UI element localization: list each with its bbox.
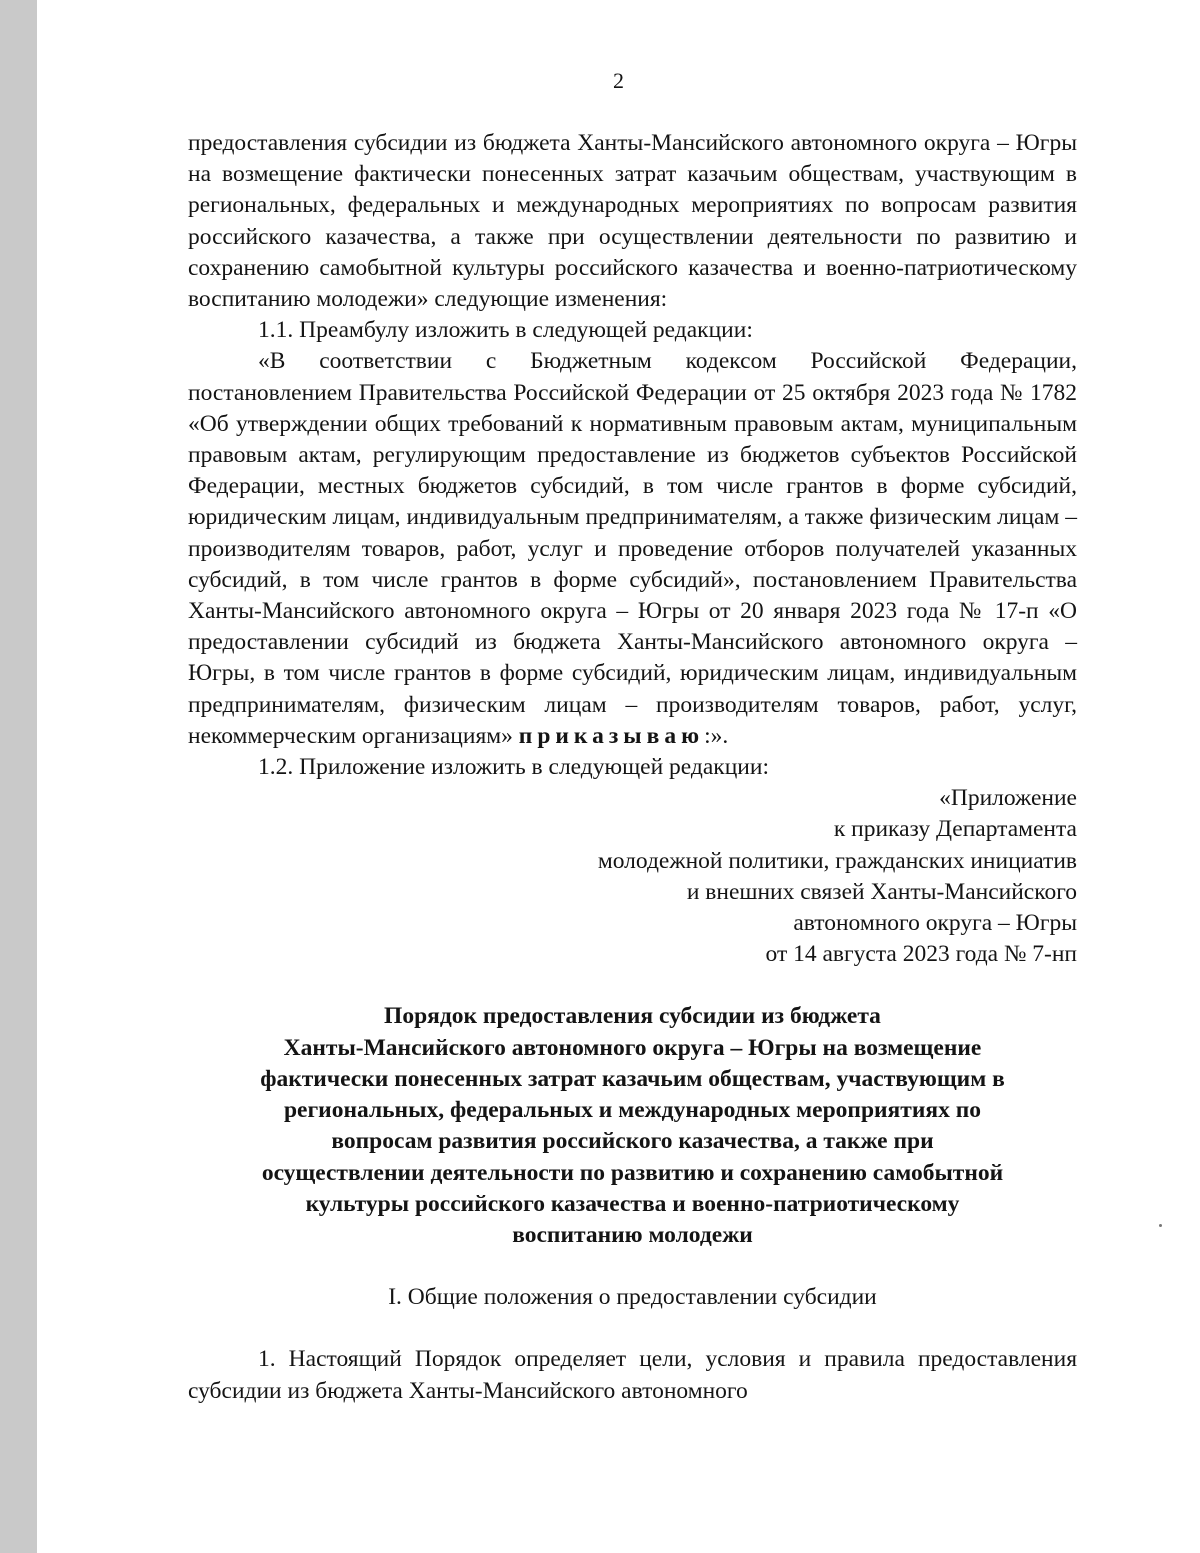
appendix-line: к приказу Департамента [833,816,1077,843]
title-line: культуры российского казачества и военно-патриотическому [305,1190,960,1217]
intro-paragraph: предоставления субсидии из бюджета Ханты-Мансийского автономного округа – Югры на возмещение фактически понесенных затрат казачьим обществам, участвующим в региональных, федеральных и международных мероприятиях по вопросам развития российского казачества, а также при осуществлении деятельности по развитию и сохранению самобытной культуры российского казачества и военно-патриотическому воспитанию молодежи» следующие изменения: [188,130,1077,313]
document-page [37,0,1200,1553]
scan-artifact [1159,1224,1162,1227]
title-line: региональных, федеральных и международных мероприятиях по [283,1097,981,1124]
appendix-header [188,783,1077,970]
order-word: приказываю [518,722,705,749]
appendix-line: автономного округа – Югры [793,910,1077,937]
appendix-line: «Приложение [939,785,1077,812]
preamble-end: :». [704,722,729,749]
title-line: вопросам развития российского казачества, а также при [331,1128,934,1155]
title-line: фактически понесенных затрат казачьим обществам, участвующим в [260,1065,1005,1092]
appendix-line: и внешних связей Ханты-Мансийского [686,878,1077,905]
section-heading: I. Общие положения о предоставлении субсидии [388,1284,877,1311]
section-1-paragraph-1: 1. Настоящий Порядок определяет цели, условия и правила предоставления субсидии из бюджета Ханты-Мансийского автономного [188,1346,1077,1404]
document-title [188,1001,1077,1251]
page-number: 2 [613,68,624,93]
title-line: воспитанию молодежи [512,1221,753,1248]
title-line: Ханты-Мансийского автономного округа – Югры на возмещение [283,1034,982,1061]
title-line: Порядок предоставления субсидии из бюджета [384,1003,881,1030]
preamble-text: «В соответствии с Бюджетным кодексом Российской Федерации, постановлением Правительства Российской Федерации от 25 октября 2023 года № 1782 «Об утверждении общих требований к нормативным правовым актам, муниципальным правовым актам, регулирующим предоставление из бюджетов субъектов Российской Федерации, местных бюджетов субсидий, в том числе грантов в форме субсидий, юридическим лицам, индивидуальным предпринимателям, а также физическим лицам – производителям товаров, работ, услуг и проведение отборов получателей указанных субсидий, в том числе грантов в форме субсидий», постановлением Правительства Ханты-Мансийского автономного округа – Югры от 20 января 2023 года № 17-п «О предоставлении субсидий из бюджета Ханты-Мансийского автономного округа – Югры, в том числе грантов в форме субсидий, юридическим лицам, индивидуальным предпринимателям, физическим лицам – производителям товаров, работ, услуг, некоммерческим организациям» [188,348,1077,749]
appendix-line: молодежной политики, гражданских инициатив [597,847,1077,874]
scan-margin-strip [0,0,37,1553]
page-content [188,128,1077,1407]
item-1-1: 1.1. Преамбулу изложить в следующей редакции: [258,317,753,344]
preamble-paragraph [188,346,1077,752]
appendix-line: от 14 августа 2023 года № 7-нп [765,941,1077,968]
item-1-2: 1.2. Приложение изложить в следующей редакции: [258,754,769,781]
title-line: осуществлении деятельности по развитию и сохранению самобытной [261,1159,1004,1186]
